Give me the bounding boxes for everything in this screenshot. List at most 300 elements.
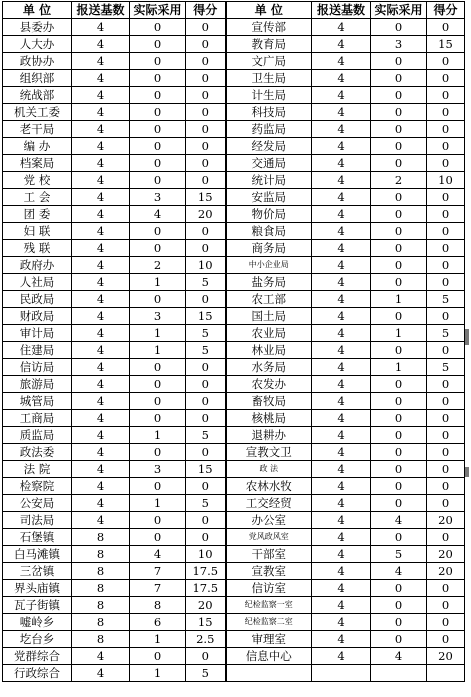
- right-score: 0: [427, 104, 465, 121]
- table-row: [3, 631, 465, 648]
- right-score: 0: [427, 223, 465, 240]
- right-score: 0: [427, 427, 465, 444]
- left-unit-name: 民政局: [3, 291, 72, 308]
- table-row: [3, 155, 465, 172]
- left-base-count: 4: [72, 495, 130, 512]
- left-unit-name: 工 会: [3, 189, 72, 206]
- left-adopted-count: 0: [130, 291, 186, 308]
- left-adopted-count: 0: [130, 19, 186, 36]
- left-unit-name: 检察院: [3, 478, 72, 495]
- right-base-count: 4: [312, 478, 371, 495]
- left-adopted-count: 0: [130, 240, 186, 257]
- left-adopted-count: 0: [130, 648, 186, 665]
- right-unit-name: 物价局: [226, 206, 312, 223]
- left-score: 0: [186, 155, 226, 172]
- right-unit-name: 党风政风室: [226, 529, 312, 546]
- right-score: 0: [427, 206, 465, 223]
- right-score: 0: [427, 70, 465, 87]
- right-adopted-count: 0: [371, 376, 427, 393]
- left-unit-name: 政法委: [3, 444, 72, 461]
- left-adopted-count: 8: [130, 597, 186, 614]
- right-adopted-count: 0: [371, 240, 427, 257]
- left-score: 5: [186, 274, 226, 291]
- right-base-count: 4: [312, 36, 371, 53]
- right-adopted-count: 0: [371, 70, 427, 87]
- right-base-count: 4: [312, 546, 371, 563]
- right-adopted-count: 0: [371, 393, 427, 410]
- right-score: 0: [427, 597, 465, 614]
- left-score: 17.5: [186, 580, 226, 597]
- left-adopted-count: 0: [130, 376, 186, 393]
- right-score: 20: [427, 512, 465, 529]
- left-base-count: 4: [72, 53, 130, 70]
- right-adopted-count: 0: [371, 274, 427, 291]
- left-base-count: 4: [72, 410, 130, 427]
- right-adopted-count: 0: [371, 138, 427, 155]
- right-unit-name: 药监局: [226, 121, 312, 138]
- right-score: 5: [427, 359, 465, 376]
- left-unit-name: 质监局: [3, 427, 72, 444]
- left-base-count: 4: [72, 393, 130, 410]
- right-unit-name: 信访室: [226, 580, 312, 597]
- left-unit-name: 城管局: [3, 393, 72, 410]
- right-adopted-count: 0: [371, 614, 427, 631]
- right-unit-name: 计生局: [226, 87, 312, 104]
- left-base-count: 8: [72, 529, 130, 546]
- right-score: 0: [427, 376, 465, 393]
- table-row: [3, 461, 465, 478]
- right-unit-name: 商务局: [226, 240, 312, 257]
- right-score: 0: [427, 461, 465, 478]
- left-base-count: 4: [72, 19, 130, 36]
- left-adopted-count: 0: [130, 53, 186, 70]
- left-unit-name: 审计局: [3, 325, 72, 342]
- left-adopted-count: 0: [130, 138, 186, 155]
- table-row: [3, 512, 465, 529]
- right-unit-name: 宣教室: [226, 563, 312, 580]
- left-score: 20: [186, 206, 226, 223]
- right-adopted-count: 0: [371, 597, 427, 614]
- right-unit-name: 信息中心: [226, 648, 312, 665]
- right-unit-name: 安监局: [226, 189, 312, 206]
- right-base-count: 4: [312, 529, 371, 546]
- left-base-count: 4: [72, 291, 130, 308]
- left-unit-name: 住建局: [3, 342, 72, 359]
- table-row: [3, 444, 465, 461]
- right-unit-name: 统计局: [226, 172, 312, 189]
- left-adopted-count: 0: [130, 155, 186, 172]
- right-score: 0: [427, 155, 465, 172]
- left-score: 17.5: [186, 563, 226, 580]
- header-base-count: 报送基数: [72, 2, 130, 19]
- right-adopted-count: 0: [371, 427, 427, 444]
- left-score: 5: [186, 495, 226, 512]
- table-row: [3, 410, 465, 427]
- right-base-count: 4: [312, 121, 371, 138]
- table-row: [3, 104, 465, 121]
- right-score: 0: [427, 53, 465, 70]
- right-adopted-count: 0: [371, 478, 427, 495]
- left-adopted-count: 0: [130, 36, 186, 53]
- right-score: 0: [427, 478, 465, 495]
- left-unit-name: 白马滩镇: [3, 546, 72, 563]
- table-row: [3, 138, 465, 155]
- left-unit-name: 行政综合: [3, 665, 72, 682]
- left-base-count: 8: [72, 631, 130, 648]
- left-unit-name: 财政局: [3, 308, 72, 325]
- left-score: 15: [186, 614, 226, 631]
- left-adopted-count: 0: [130, 410, 186, 427]
- left-score: 5: [186, 325, 226, 342]
- left-adopted-count: 1: [130, 631, 186, 648]
- right-adopted-count: 4: [371, 563, 427, 580]
- left-adopted-count: 3: [130, 308, 186, 325]
- right-unit-name: 农工部: [226, 291, 312, 308]
- left-score: 0: [186, 410, 226, 427]
- table-row: [3, 597, 465, 614]
- left-adopted-count: 0: [130, 172, 186, 189]
- right-base-count: 4: [312, 427, 371, 444]
- right-unit-name: 审理室: [226, 631, 312, 648]
- right-adopted-count: 0: [371, 580, 427, 597]
- right-unit-name: 政 法: [226, 461, 312, 478]
- right-base-count: 4: [312, 342, 371, 359]
- right-base-count: 4: [312, 240, 371, 257]
- table-body: [3, 19, 465, 682]
- right-base-count: 4: [312, 223, 371, 240]
- right-score: 20: [427, 546, 465, 563]
- right-adopted-count: 1: [371, 291, 427, 308]
- left-unit-name: 瓦子街镇: [3, 597, 72, 614]
- right-score: 20: [427, 648, 465, 665]
- left-base-count: 4: [72, 172, 130, 189]
- right-adopted-count: 0: [371, 444, 427, 461]
- table-row: [3, 342, 465, 359]
- right-base-count: 4: [312, 410, 371, 427]
- left-unit-name: 团 委: [3, 206, 72, 223]
- left-score: 10: [186, 257, 226, 274]
- sheet-edge-marker: [465, 329, 469, 345]
- right-score: [427, 665, 465, 682]
- left-unit-name: 司法局: [3, 512, 72, 529]
- right-unit-name: 教育局: [226, 36, 312, 53]
- left-adopted-count: 1: [130, 342, 186, 359]
- right-unit-name: 宣教文卫: [226, 444, 312, 461]
- left-unit-name: 旅游局: [3, 376, 72, 393]
- left-score: 5: [186, 427, 226, 444]
- right-unit-name: 林业局: [226, 342, 312, 359]
- right-base-count: 4: [312, 172, 371, 189]
- left-unit-name: 党 校: [3, 172, 72, 189]
- left-score: 0: [186, 223, 226, 240]
- left-adopted-count: 3: [130, 189, 186, 206]
- right-adopted-count: 0: [371, 121, 427, 138]
- left-score: 10: [186, 546, 226, 563]
- left-base-count: 4: [72, 376, 130, 393]
- left-base-count: 8: [72, 580, 130, 597]
- right-unit-name: 卫生局: [226, 70, 312, 87]
- left-base-count: 4: [72, 648, 130, 665]
- right-unit-name: 文广局: [226, 53, 312, 70]
- right-base-count: 4: [312, 155, 371, 172]
- left-adopted-count: 1: [130, 427, 186, 444]
- header-adopted: 实际采用: [371, 2, 427, 19]
- left-base-count: 4: [72, 189, 130, 206]
- left-unit-name: 机关工委: [3, 104, 72, 121]
- left-base-count: 4: [72, 342, 130, 359]
- score-table: [2, 1, 465, 682]
- left-score: 0: [186, 648, 226, 665]
- table-row: [3, 563, 465, 580]
- header-score: 得分: [186, 2, 226, 19]
- table-row: [3, 257, 465, 274]
- left-adopted-count: 7: [130, 563, 186, 580]
- right-base-count: 4: [312, 87, 371, 104]
- right-base-count: 4: [312, 597, 371, 614]
- table-row: [3, 478, 465, 495]
- right-base-count: 4: [312, 53, 371, 70]
- left-score: 0: [186, 121, 226, 138]
- right-score: 0: [427, 240, 465, 257]
- right-adopted-count: [371, 665, 427, 682]
- right-adopted-count: 0: [371, 53, 427, 70]
- left-unit-name: 妇 联: [3, 223, 72, 240]
- left-base-count: 4: [72, 104, 130, 121]
- right-adopted-count: 0: [371, 19, 427, 36]
- left-score: 0: [186, 512, 226, 529]
- left-score: 0: [186, 359, 226, 376]
- left-base-count: 4: [72, 512, 130, 529]
- table-row: [3, 240, 465, 257]
- right-base-count: 4: [312, 580, 371, 597]
- right-score: 0: [427, 342, 465, 359]
- right-base-count: 4: [312, 206, 371, 223]
- left-base-count: 8: [72, 614, 130, 631]
- right-adopted-count: 0: [371, 461, 427, 478]
- left-base-count: 8: [72, 563, 130, 580]
- table-row: [3, 36, 465, 53]
- right-base-count: 4: [312, 461, 371, 478]
- right-unit-name: 盐务局: [226, 274, 312, 291]
- right-score: 0: [427, 308, 465, 325]
- right-base-count: 4: [312, 614, 371, 631]
- right-adopted-count: 2: [371, 172, 427, 189]
- left-score: 0: [186, 529, 226, 546]
- left-unit-name: 信访局: [3, 359, 72, 376]
- right-adopted-count: 0: [371, 206, 427, 223]
- left-base-count: 4: [72, 121, 130, 138]
- right-unit-name: 国土局: [226, 308, 312, 325]
- left-base-count: 4: [72, 223, 130, 240]
- right-adopted-count: 3: [371, 36, 427, 53]
- left-adopted-count: 0: [130, 529, 186, 546]
- right-base-count: 4: [312, 325, 371, 342]
- right-unit-name: 交通局: [226, 155, 312, 172]
- right-score: 0: [427, 410, 465, 427]
- left-score: 15: [186, 461, 226, 478]
- left-score: 15: [186, 308, 226, 325]
- table-row: [3, 648, 465, 665]
- left-adopted-count: 0: [130, 393, 186, 410]
- left-base-count: 4: [72, 274, 130, 291]
- right-score: 0: [427, 138, 465, 155]
- right-unit-name: 退耕办: [226, 427, 312, 444]
- right-adopted-count: 1: [371, 359, 427, 376]
- right-unit-name: 核桃局: [226, 410, 312, 427]
- left-adopted-count: 2: [130, 257, 186, 274]
- left-unit-name: 档案局: [3, 155, 72, 172]
- left-adopted-count: 0: [130, 104, 186, 121]
- right-score: 0: [427, 444, 465, 461]
- header-adopted: 实际采用: [130, 2, 186, 19]
- right-score: 0: [427, 121, 465, 138]
- table-row: [3, 70, 465, 87]
- right-score: 10: [427, 172, 465, 189]
- table-row: [3, 359, 465, 376]
- table-row: [3, 376, 465, 393]
- right-base-count: 4: [312, 104, 371, 121]
- right-base-count: 4: [312, 274, 371, 291]
- right-unit-name: 农业局: [226, 325, 312, 342]
- right-base-count: 4: [312, 563, 371, 580]
- left-base-count: 8: [72, 546, 130, 563]
- left-unit-name: 工商局: [3, 410, 72, 427]
- left-score: 0: [186, 19, 226, 36]
- left-adopted-count: 1: [130, 325, 186, 342]
- left-base-count: 4: [72, 461, 130, 478]
- left-unit-name: 县委办: [3, 19, 72, 36]
- table-row: [3, 308, 465, 325]
- table-row: [3, 529, 465, 546]
- right-unit-name: 水务局: [226, 359, 312, 376]
- right-base-count: [312, 665, 371, 682]
- table-row: [3, 427, 465, 444]
- right-score: 0: [427, 274, 465, 291]
- right-adopted-count: 0: [371, 257, 427, 274]
- header-row: [3, 2, 465, 19]
- table-row: [3, 325, 465, 342]
- left-score: 20: [186, 597, 226, 614]
- left-unit-name: 法 院: [3, 461, 72, 478]
- table-row: [3, 665, 465, 682]
- left-adopted-count: 0: [130, 478, 186, 495]
- right-unit-name: 畜牧局: [226, 393, 312, 410]
- left-base-count: 4: [72, 138, 130, 155]
- header-unit: 单 位: [3, 2, 72, 19]
- right-base-count: 4: [312, 376, 371, 393]
- right-base-count: 4: [312, 648, 371, 665]
- left-base-count: 4: [72, 325, 130, 342]
- right-score: 0: [427, 614, 465, 631]
- left-adopted-count: 1: [130, 495, 186, 512]
- left-score: 2.5: [186, 631, 226, 648]
- left-adopted-count: 0: [130, 121, 186, 138]
- right-base-count: 4: [312, 291, 371, 308]
- right-unit-name: 纪检监察二室: [226, 614, 312, 631]
- right-unit-name: 经发局: [226, 138, 312, 155]
- right-base-count: 4: [312, 189, 371, 206]
- left-unit-name: 残 联: [3, 240, 72, 257]
- right-unit-name: 中小企业局: [226, 257, 312, 274]
- left-adopted-count: 0: [130, 87, 186, 104]
- left-adopted-count: 0: [130, 70, 186, 87]
- left-score: 0: [186, 138, 226, 155]
- table-row: [3, 121, 465, 138]
- right-adopted-count: 0: [371, 104, 427, 121]
- left-unit-name: 人大办: [3, 36, 72, 53]
- right-score: 0: [427, 529, 465, 546]
- left-base-count: 4: [72, 665, 130, 682]
- left-adopted-count: 4: [130, 206, 186, 223]
- left-unit-name: 公安局: [3, 495, 72, 512]
- right-score: 5: [427, 291, 465, 308]
- left-unit-name: 嘘岭乡: [3, 614, 72, 631]
- right-adopted-count: 0: [371, 410, 427, 427]
- table-row: [3, 206, 465, 223]
- right-adopted-count: 4: [371, 512, 427, 529]
- right-adopted-count: 0: [371, 342, 427, 359]
- left-score: 0: [186, 444, 226, 461]
- table-row: [3, 189, 465, 206]
- left-unit-name: 人社局: [3, 274, 72, 291]
- right-base-count: 4: [312, 19, 371, 36]
- table-row: [3, 172, 465, 189]
- left-score: 5: [186, 342, 226, 359]
- left-base-count: 4: [72, 87, 130, 104]
- left-base-count: 4: [72, 257, 130, 274]
- left-unit-name: 石堡镇: [3, 529, 72, 546]
- left-adopted-count: 1: [130, 665, 186, 682]
- table-row: [3, 274, 465, 291]
- left-adopted-count: 0: [130, 512, 186, 529]
- right-adopted-count: 0: [371, 495, 427, 512]
- right-base-count: 4: [312, 359, 371, 376]
- left-score: 0: [186, 104, 226, 121]
- left-unit-name: 老干局: [3, 121, 72, 138]
- left-score: 5: [186, 665, 226, 682]
- right-score: 0: [427, 257, 465, 274]
- left-base-count: 4: [72, 70, 130, 87]
- right-base-count: 4: [312, 512, 371, 529]
- left-adopted-count: 4: [130, 546, 186, 563]
- right-base-count: 4: [312, 495, 371, 512]
- right-unit-name: 办公室: [226, 512, 312, 529]
- table-row: [3, 393, 465, 410]
- left-score: 0: [186, 240, 226, 257]
- right-score: 0: [427, 393, 465, 410]
- table-row: [3, 580, 465, 597]
- right-score: 0: [427, 189, 465, 206]
- left-adopted-count: 7: [130, 580, 186, 597]
- left-score: 0: [186, 87, 226, 104]
- left-adopted-count: 0: [130, 444, 186, 461]
- right-adopted-count: 0: [371, 223, 427, 240]
- header-base-count: 报送基数: [312, 2, 371, 19]
- right-base-count: 4: [312, 257, 371, 274]
- left-unit-name: 编 办: [3, 138, 72, 155]
- left-unit-name: 圪台乡: [3, 631, 72, 648]
- right-score: 0: [427, 87, 465, 104]
- table-row: [3, 291, 465, 308]
- left-score: 0: [186, 376, 226, 393]
- right-base-count: 4: [312, 444, 371, 461]
- left-unit-name: 三岔镇: [3, 563, 72, 580]
- right-unit-name: 农林水牧: [226, 478, 312, 495]
- right-score: 15: [427, 36, 465, 53]
- left-unit-name: 组织部: [3, 70, 72, 87]
- right-unit-name: 宣传部: [226, 19, 312, 36]
- table-row: [3, 19, 465, 36]
